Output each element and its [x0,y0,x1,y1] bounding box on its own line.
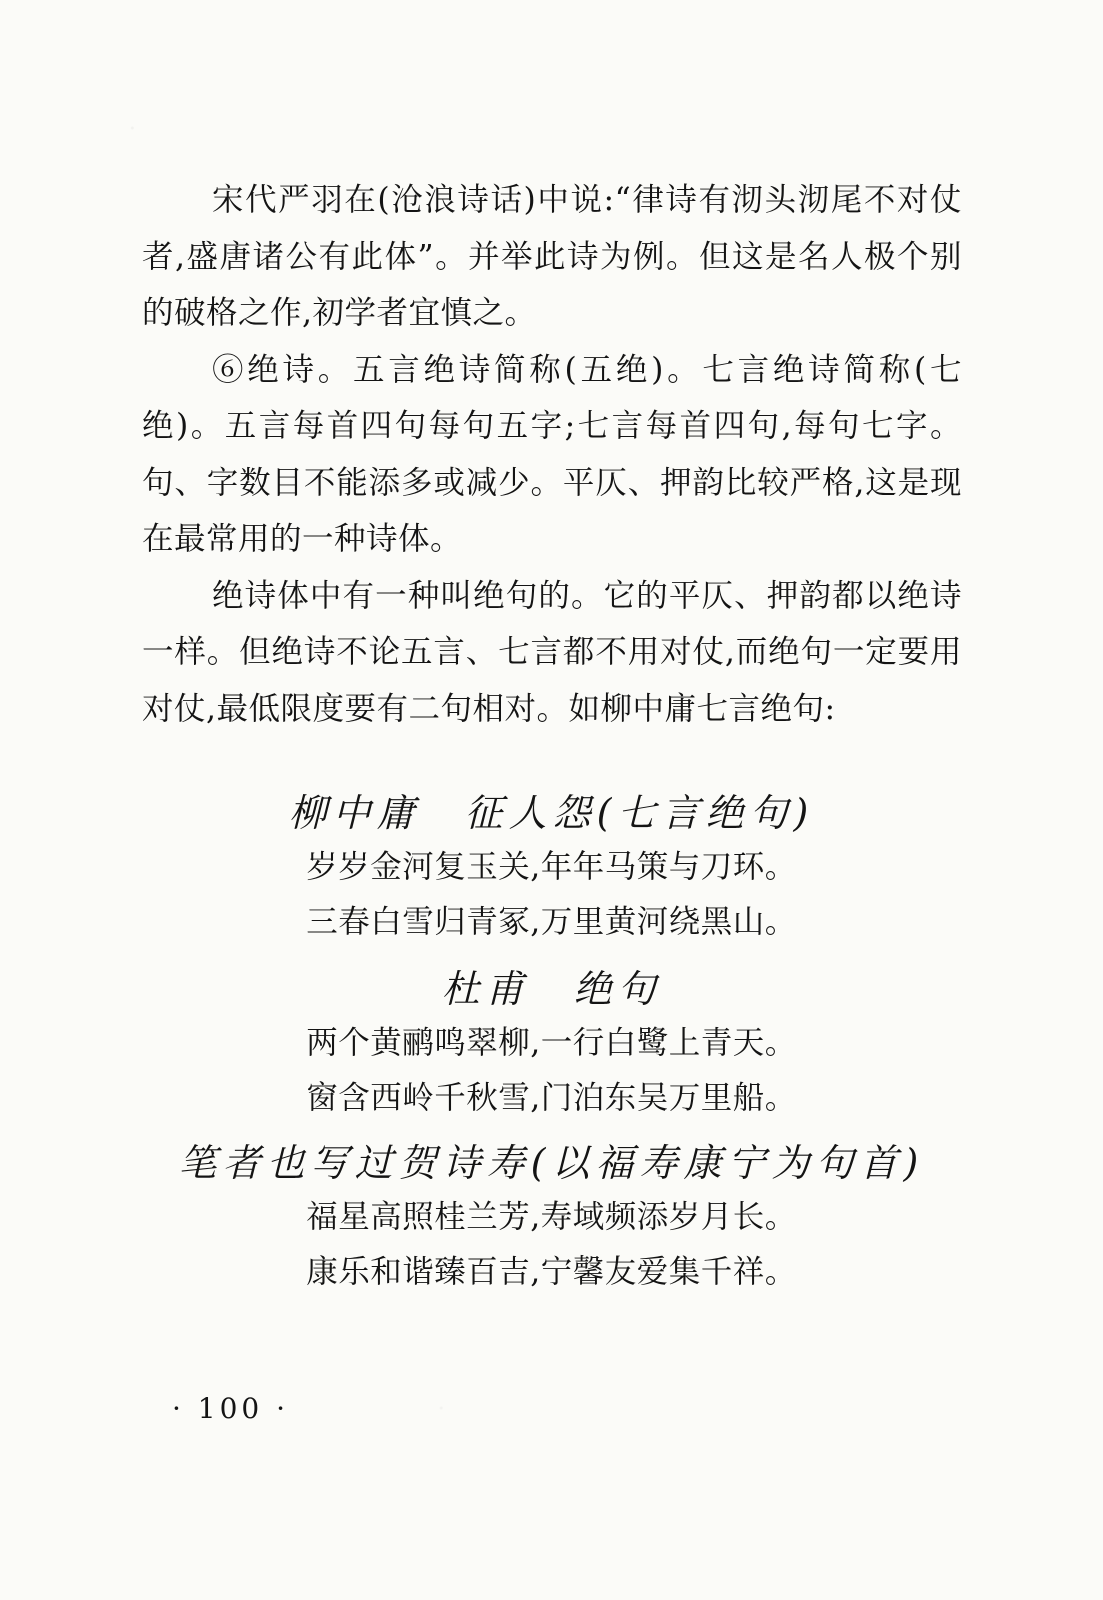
poem-3 [0,1136,1103,1300]
poem-2-line-2: 窗含西岭千秋雪,门泊东吴万里船。 [306,1080,797,1116]
poem-2-line-1: 两个黄鹂鸣翠柳,一行白鹭上青天。 [306,1025,797,1061]
poem-3-line-2: 康乐和谐臻百吉,宁馨友爱集千祥。 [306,1254,797,1290]
poem-2-title: 杜甫 绝句 [441,967,662,1011]
poem-1-line-2: 三春白雪归青冢,万里黄河绕黑山。 [306,904,797,940]
poem-3-title: 笔者也写过贺诗寿(以福寿康宁为句首) [178,1141,925,1185]
poem-3-line-1: 福星高照桂兰芳,寿域频添岁月长。 [306,1199,797,1235]
poem-1 [0,786,1103,950]
poem-1-line-1: 岁岁金河复玉关,年年马策与刀环。 [306,849,797,885]
poem-2 [0,962,1103,1126]
body-text [142,172,962,737]
paragraph-1: 宋代严羽在(沧浪诗话)中说:“律诗有沏头沏尾不对仗者,盛唐诸公有此体”。并举此诗为例。但这是名人极个别的破格之作,初学者宜慎之。 [142,182,962,331]
page-number: · 100 · [172,1392,290,1425]
paragraph-2: ⑥绝诗。五言绝诗简称(五绝)。七言绝诗简称(七绝)。五言每首四句每句五字;七言每首四句,每句七字。句、字数目不能添多或减少。平仄、押韵比较严格,这是现在最常用的一种诗体。 [142,351,962,557]
poem-1-title: 柳中庸 征人怨(七言绝句) [288,791,815,835]
paragraph-3: 绝诗体中有一种叫绝句的。它的平仄、押韵都以绝诗一样。但绝诗不论五言、七言都不用对仗,而绝句一定要用对仗,最低限度要有二句相对。如柳中庸七言绝句: [142,577,962,727]
